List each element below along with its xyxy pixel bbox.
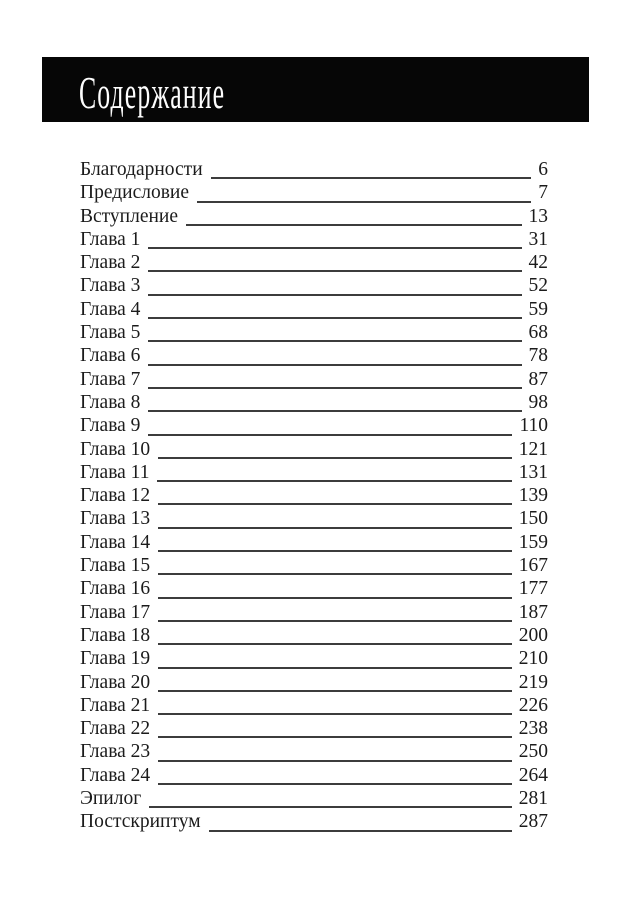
leader-line (158, 762, 512, 785)
toc-entry-label: Глава 14 (80, 531, 151, 553)
toc-entry (80, 414, 548, 437)
toc-entry-label: Глава 24 (80, 764, 151, 786)
leader-line (158, 529, 512, 552)
toc-entry-page-number: 219 (518, 671, 548, 693)
table-of-contents (80, 158, 548, 834)
leader-line (158, 505, 512, 528)
toc-entry (80, 181, 548, 204)
toc-entry-label: Глава 18 (80, 624, 151, 646)
toc-entry-page-number: 52 (528, 275, 548, 297)
leader-line (158, 599, 512, 622)
toc-entry (80, 391, 548, 414)
toc-entry (80, 531, 548, 554)
toc-entry-label: Глава 10 (80, 438, 151, 460)
toc-entry (80, 344, 548, 367)
page-title: Содержание (79, 66, 226, 118)
leader-line (157, 459, 511, 482)
leader-line (158, 715, 512, 738)
leader-line (158, 622, 512, 645)
toc-entry (80, 368, 548, 391)
leader-line (148, 272, 521, 295)
leader-line (148, 249, 521, 272)
toc-entry-label: Благодарности (80, 159, 203, 180)
toc-entry-page-number: 250 (518, 741, 548, 763)
toc-entry-label: Глава 15 (80, 555, 151, 577)
leader-line (148, 342, 521, 365)
toc-entry-page-number: 210 (518, 648, 548, 670)
leader-line (158, 436, 512, 459)
leader-line (197, 179, 531, 202)
toc-entry-page-number: 281 (518, 788, 548, 810)
toc-entry (80, 484, 548, 507)
toc-entry (80, 507, 548, 530)
toc-entry-label: Глава 23 (80, 741, 151, 763)
leader-line (148, 412, 512, 435)
toc-entry-label: Предисловие (80, 182, 190, 204)
toc-entry (80, 158, 548, 181)
toc-entry-label: Глава 8 (80, 391, 141, 413)
toc-entry-page-number: 6 (538, 159, 548, 180)
toc-entry-label: Глава 22 (80, 718, 151, 740)
leader-line (209, 808, 512, 831)
toc-entry-page-number: 68 (528, 322, 548, 344)
toc-entry (80, 810, 548, 833)
toc-entry (80, 624, 548, 647)
leader-line (158, 692, 512, 715)
toc-entry-label: Глава 12 (80, 485, 151, 507)
toc-entry (80, 554, 548, 577)
toc-entry-page-number: 264 (518, 764, 548, 786)
toc-entry-label: Глава 4 (80, 298, 141, 320)
toc-entry (80, 740, 548, 763)
toc-entry-label: Глава 6 (80, 345, 141, 367)
toc-entry-label: Эпилог (80, 788, 142, 810)
toc-entry-page-number: 131 (518, 461, 548, 483)
leader-line (148, 226, 521, 249)
toc-entry-label: Глава 3 (80, 275, 141, 297)
toc-entry (80, 298, 548, 321)
toc-entry (80, 694, 548, 717)
toc-entry-label: Глава 19 (80, 648, 151, 670)
toc-entry-page-number: 167 (518, 555, 548, 577)
toc-entry-page-number: 31 (528, 228, 548, 250)
toc-entry (80, 577, 548, 600)
toc-entry-label: Глава 20 (80, 671, 151, 693)
toc-entry-label: Глава 11 (80, 461, 150, 483)
toc-entry (80, 764, 548, 787)
toc-entry-page-number: 13 (528, 205, 548, 227)
toc-entry (80, 438, 548, 461)
toc-entry-label: Вступление (80, 205, 179, 227)
toc-entry (80, 671, 548, 694)
toc-entry-label: Глава 13 (80, 508, 151, 530)
toc-entry-label: Глава 17 (80, 601, 151, 623)
leader-line (148, 366, 521, 389)
leader-line (148, 319, 521, 342)
leader-line (149, 785, 512, 808)
toc-entry-label: Глава 1 (80, 228, 141, 250)
toc-entry-page-number: 139 (518, 485, 548, 507)
leader-line (211, 156, 532, 179)
leader-line (158, 552, 512, 575)
toc-entry-page-number: 159 (518, 531, 548, 553)
toc-entry (80, 647, 548, 670)
toc-entry (80, 205, 548, 228)
toc-entry-page-number: 78 (528, 345, 548, 367)
leader-line (158, 645, 512, 668)
toc-entry (80, 787, 548, 810)
toc-entry-label: Глава 21 (80, 694, 151, 716)
toc-entry-label: Глава 7 (80, 368, 141, 390)
leader-line (158, 575, 512, 598)
toc-entry-page-number: 238 (518, 718, 548, 740)
toc-entry (80, 601, 548, 624)
toc-entry-page-number: 7 (538, 182, 548, 204)
toc-entry-page-number: 121 (518, 438, 548, 460)
leader-line (158, 738, 512, 761)
toc-entry-label: Глава 2 (80, 252, 141, 274)
toc-entry-page-number: 110 (519, 415, 548, 437)
leader-line (148, 296, 521, 319)
leader-line (158, 669, 512, 692)
toc-entry-page-number: 177 (518, 578, 548, 600)
toc-entry-label: Глава 9 (80, 415, 141, 437)
toc-entry-label: Глава 16 (80, 578, 151, 600)
toc-entry-page-number: 200 (518, 624, 548, 646)
toc-entry (80, 717, 548, 740)
toc-entry (80, 228, 548, 251)
toc-entry-page-number: 287 (518, 811, 548, 833)
toc-entry-page-number: 42 (528, 252, 548, 274)
chapter-title-banner (42, 57, 589, 122)
toc-entry (80, 274, 548, 297)
toc-entry (80, 251, 548, 274)
toc-entry (80, 321, 548, 344)
toc-entry-page-number: 226 (518, 694, 548, 716)
toc-entry-page-number: 187 (518, 601, 548, 623)
toc-entry-page-number: 87 (528, 368, 548, 390)
leader-line (158, 482, 512, 505)
toc-entry (80, 461, 548, 484)
toc-entry-label: Постскриптум (80, 811, 201, 833)
leader-line (186, 203, 521, 226)
toc-entry-page-number: 59 (528, 298, 548, 320)
leader-line (148, 389, 521, 412)
toc-entry-page-number: 98 (528, 391, 548, 413)
toc-entry-label: Глава 5 (80, 322, 141, 344)
toc-entry-page-number: 150 (518, 508, 548, 530)
